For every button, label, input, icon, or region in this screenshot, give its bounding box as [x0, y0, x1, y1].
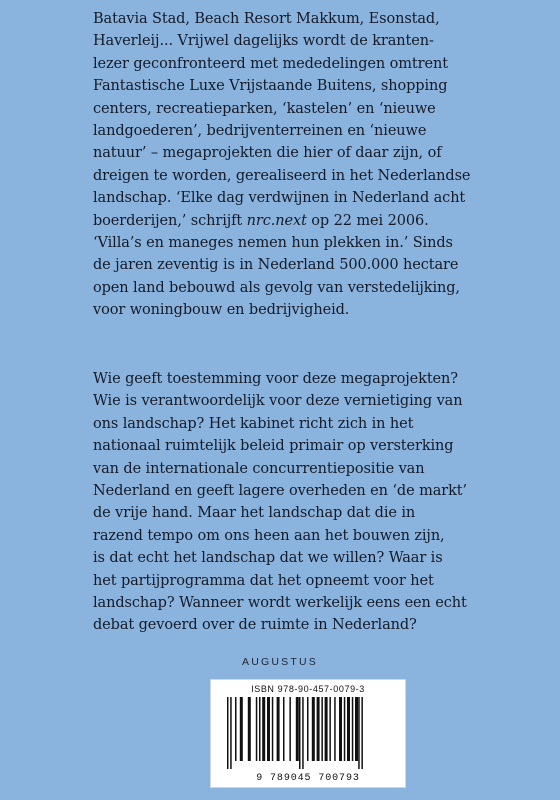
barcode-bar: [259, 697, 261, 761]
barcode-bar: [307, 697, 309, 761]
barcode-bar: [235, 697, 237, 761]
text-line: lezer geconfronteerd met mededelingen omtrent: [93, 55, 448, 72]
barcode-bar: [325, 697, 328, 761]
text-line: debat gevoerd over de ruimte in Nederland?: [93, 617, 417, 634]
text-segment: op 22 mei 2006.: [306, 212, 429, 229]
barcode-bar: [355, 697, 358, 761]
text-line: natuur’ – megaprojekten die hier of daar zijn, of: [93, 145, 442, 162]
text-line: nationaal ruimtelijk beleid primair op versterking: [93, 438, 454, 455]
barcode-bar: [321, 697, 323, 761]
barcode-bar: [302, 697, 304, 769]
text-line: landgoederen’, bedrijventerreinen en ‘nieuwe: [93, 123, 427, 140]
barcode-bar: [248, 697, 251, 761]
text-segment: boerderijen,’ schrijft: [93, 212, 247, 229]
barcode-bar: [299, 697, 301, 769]
blurb-paragraph-2: [93, 368, 513, 637]
text-line: Wie is verantwoordelijk voor deze vernietiging van: [93, 393, 463, 410]
barcode-bar: [352, 697, 354, 761]
publisher-name: AUGUSTUS: [242, 656, 318, 668]
barcode-bar: [317, 697, 320, 761]
text-line: Wie geeft toestemming voor deze megaprojekten?: [93, 371, 458, 387]
barcode-bar: [256, 697, 257, 761]
barcode-bar: [347, 697, 350, 761]
text-line: ons landschap? Het kabinet richt zich in het: [93, 415, 414, 432]
barcode-bar: [329, 697, 331, 761]
barcode-bar: [358, 697, 360, 769]
barcode-bar: [240, 697, 243, 761]
text-line: het partijprogramma dat het opneemt voor het: [93, 572, 434, 589]
text-line: Batavia Stad, Beach Resort Makkum, Esonstad,: [93, 11, 440, 27]
barcode-bar: [339, 697, 342, 761]
barcode-bar: [272, 697, 274, 761]
barcode-bar: [296, 697, 299, 761]
text-line: is dat echt het landschap dat we willen? Waar is: [93, 550, 443, 567]
blurb-paragraph-1: [93, 8, 513, 322]
barcode-digits: 9 789045 700793: [256, 773, 360, 784]
text-line: landschap? Wanneer wordt werkelijk eens een echt: [93, 595, 467, 612]
barcode-bar: [289, 697, 291, 761]
text-line: Nederland en geeft lagere overheden en ‘de markt’: [93, 483, 468, 500]
barcode-bar: [227, 697, 229, 769]
barcode-bar: [262, 697, 265, 761]
text-line: landschap. ‘Elke dag verdwijnen in Nederland acht: [93, 190, 466, 207]
barcode-bar: [230, 697, 232, 769]
text-line: de vrije hand. Maar het landschap dat die in: [93, 505, 416, 522]
text-line: voor woningbouw en bedrijvigheid.: [93, 302, 350, 319]
barcode-bar: [277, 697, 280, 761]
barcode-bar: [312, 697, 315, 761]
barcode-bar: [267, 697, 270, 761]
isbn-text: ISBN 978-90-457-0079-3: [251, 684, 365, 694]
text-line: razend tempo om ons heen aan het bouwen zijn,: [93, 527, 445, 544]
text-line: centers, recreatieparken, ‘kastelen’ en ‘nieuwe: [93, 100, 436, 117]
barcode-bar: [334, 697, 336, 761]
text-line: open land bebouwd als gevolg van verstedelijking,: [93, 279, 460, 296]
barcode-label: [210, 679, 406, 788]
text-line: de jaren zeventig is in Nederland 500.000 hectare: [93, 257, 459, 274]
barcode-bar: [344, 697, 346, 761]
text-line: Fantastische Luxe Vrijstaande Buitens, shopping: [93, 78, 448, 95]
text-line: ‘Villa’s en maneges nemen hun plekken in.’ Sinds: [93, 235, 453, 252]
barcode-bars: [225, 697, 393, 769]
text-line: van de internationale concurrentiepositie van: [93, 460, 425, 477]
text-line: dreigen te worden, gerealiseerd in het Nederlandse: [93, 167, 471, 184]
text-line: [93, 210, 513, 232]
newspaper-name: nrc.next: [246, 212, 307, 229]
barcode-bar: [283, 697, 285, 761]
barcode-bar: [361, 697, 363, 769]
text-line: Haverleij... Vrijwel dagelijks wordt de kranten-: [93, 33, 434, 50]
